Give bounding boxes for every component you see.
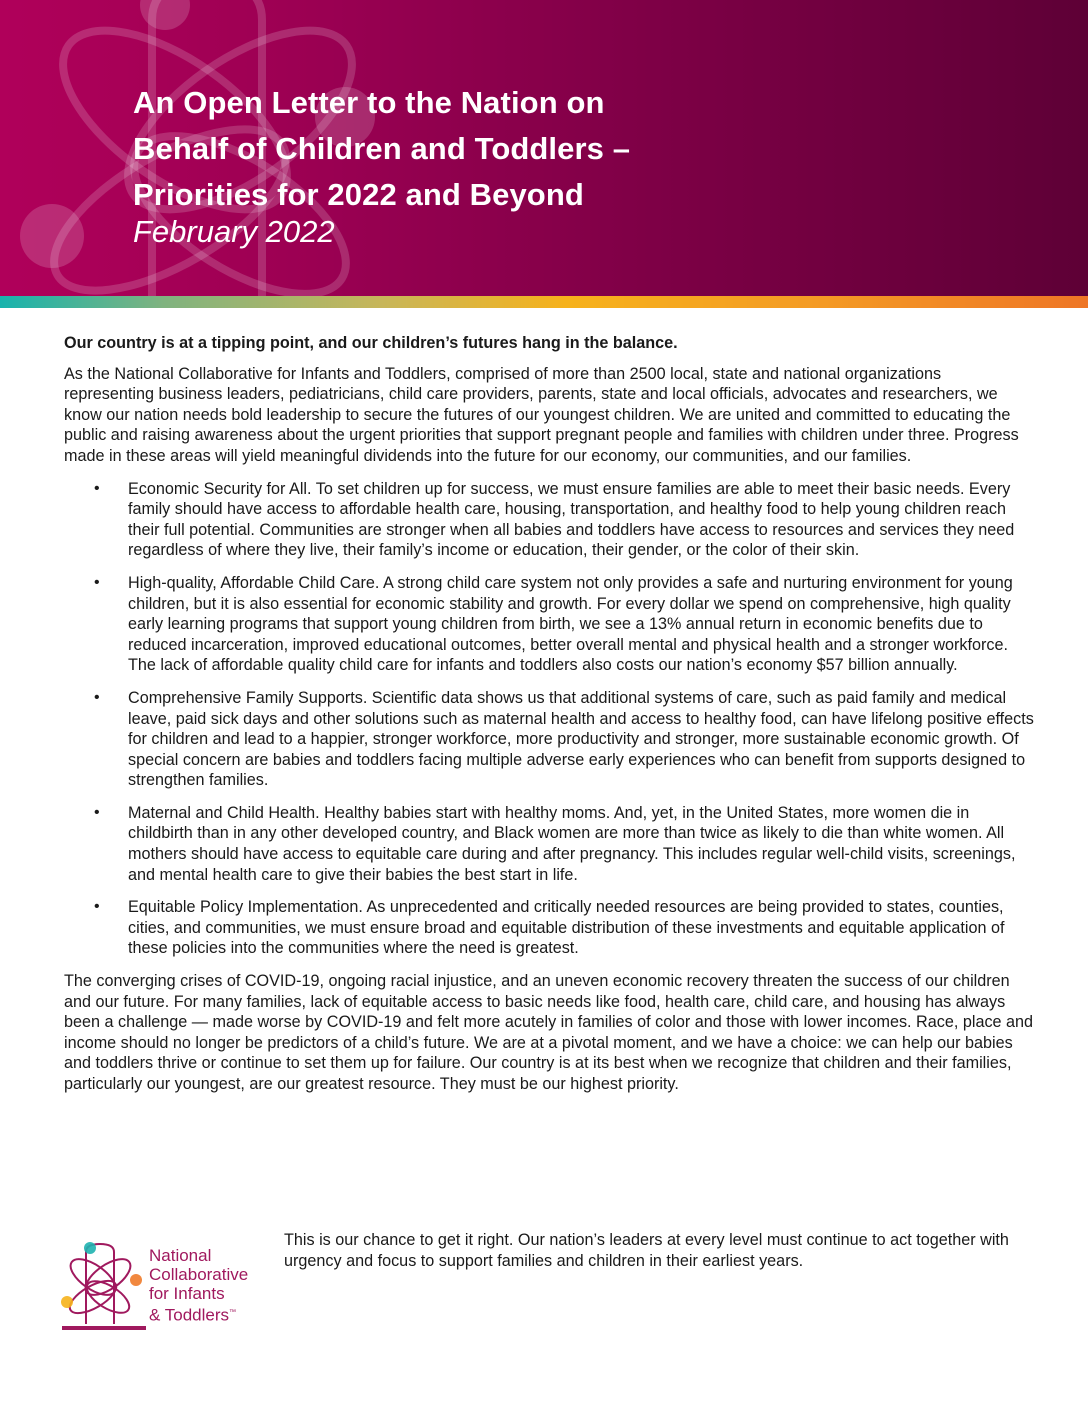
priority-text: Equitable Policy Implementation. As unprecedented and critically needed resources are being provided to states, counties, cities, and communities, we must ensure broad and equitable distribution of these investments and equitable application of these policies into the communities where the need is greatest. <box>128 898 1005 958</box>
priority-item <box>64 479 1034 561</box>
priority-item <box>64 688 1034 791</box>
closing-statement: This is our chance to get it right. Our nation’s leaders at every level must continue to act together with urgency and focus to support families and children in their earliest years. <box>284 1231 1009 1270</box>
organization-logo <box>58 1242 278 1332</box>
bullet-icon: • <box>94 803 100 821</box>
bullet-icon: • <box>94 573 100 591</box>
priority-text: High-quality, Affordable Child Care. A strong child care system not only provides a safe and nurturing environment for young children, but it is also essential for economic stability and growth. For every dollar we spend on comprehensive, high quality early learning programs that support young children from birth, we see a 13% annual return in economic benefits due to reduced incarceration, improved educational outcomes, better overall mental and physical health and a stronger workforce. The lack of affordable quality child care for infants and toddlers also costs our nation’s economy $57 billion annually. <box>128 573 1013 675</box>
color-stripe-divider <box>0 296 1088 308</box>
title-line: Behalf of Children and Toddlers – <box>133 131 631 166</box>
priority-text: Maternal and Child Health. Healthy babies start with healthy moms. And, yet, in the United States, more women die in childbirth than in any other developed country, and Black women are more than twice as likely to die than white women. All mothers should have access to equitable care during and after pregnancy. This includes regular well-child visits, screenings, and mental health care to give their babies the best start in life. <box>128 803 1016 884</box>
intro-paragraph: As the National Collaborative for Infants and Toddlers, comprised of more than 2500 local, state and national organizations representing business leaders, pediatricians, child care providers, parents, state and local officials, advocates and researchers, we know our nation needs bold leadership to secure the futures of our youngest children. We are united and committed to educating the public and raising awareness about the urgent priorities that support pregnant people and families with children under three. Progress made in these areas will yield meaningful dividends into the future for our economy, our communities, and our families. <box>64 364 1019 465</box>
page-title <box>133 80 630 218</box>
logo-mark-icon <box>58 1242 148 1332</box>
footer <box>58 1230 1038 1340</box>
logo-line: Collaborative <box>149 1265 249 1284</box>
priority-item <box>64 803 1034 885</box>
trademark-symbol: ™ <box>229 1309 237 1316</box>
priority-item <box>64 573 1034 676</box>
bullet-icon: • <box>94 479 100 497</box>
publication-date: February 2022 <box>133 214 335 249</box>
logo-line: & Toddlers <box>149 1305 230 1325</box>
bullet-icon: • <box>94 688 100 706</box>
letter-body <box>64 333 1034 1107</box>
bullet-icon: • <box>94 898 100 916</box>
header-banner <box>0 0 1088 296</box>
title-line: An Open Letter to the Nation on <box>133 85 605 120</box>
lead-statement: Our country is at a tipping point, and our children’s futures hang in the balance. <box>64 334 678 352</box>
priorities-list <box>64 479 1034 959</box>
priority-text: Economic Security for All. To set children up for success, we must ensure families are able to meet their basic needs. Every family should have access to affordable health care, housing, transportation, and healthy food to help young children reach their full potential. Communities are stronger when all babies and toddlers have access to resources and services they need regardless of where they live, their family’s income or education, their gender, or the color of their skin. <box>128 479 1015 560</box>
conclusion-paragraph: The converging crises of COVID-19, ongoing racial injustice, and an uneven economic recovery threaten the success of our children and our future. For many families, lack of equitable access to basic needs like food, health care, child care, and housing has always been a challenge — made worse by COVID-19 and felt more acutely in families of color and those with lower incomes. Race, place and income should no longer be predictors of a child’s future. We are at a pivotal moment, and we have a choice: we can help our babies and toddlers thrive or continue to set them up for failure. Our country is at its best when we recognize that children and their families, particularly our youngest, are our greatest resource. They must be our highest priority. <box>64 972 1034 1093</box>
logo-line: National <box>149 1246 212 1265</box>
title-line: Priorities for 2022 and Beyond <box>133 177 584 212</box>
priority-text: Comprehensive Family Supports. Scientific data shows us that additional systems of care, such as paid family and medical leave, paid sick days and other solutions such as maternal health and access to healthy food, can have lifelong positive effects for children and lead to a happier, stronger workforce, more productivity and stronger, more sustainable economic growth. Of special concern are babies and toddlers facing multiple adverse early experiences who can benefit from supports designed to strengthen families. <box>128 688 1034 790</box>
logo-wordmark <box>149 1246 248 1325</box>
priority-item <box>64 897 1034 959</box>
logo-line: for Infants <box>149 1284 225 1303</box>
